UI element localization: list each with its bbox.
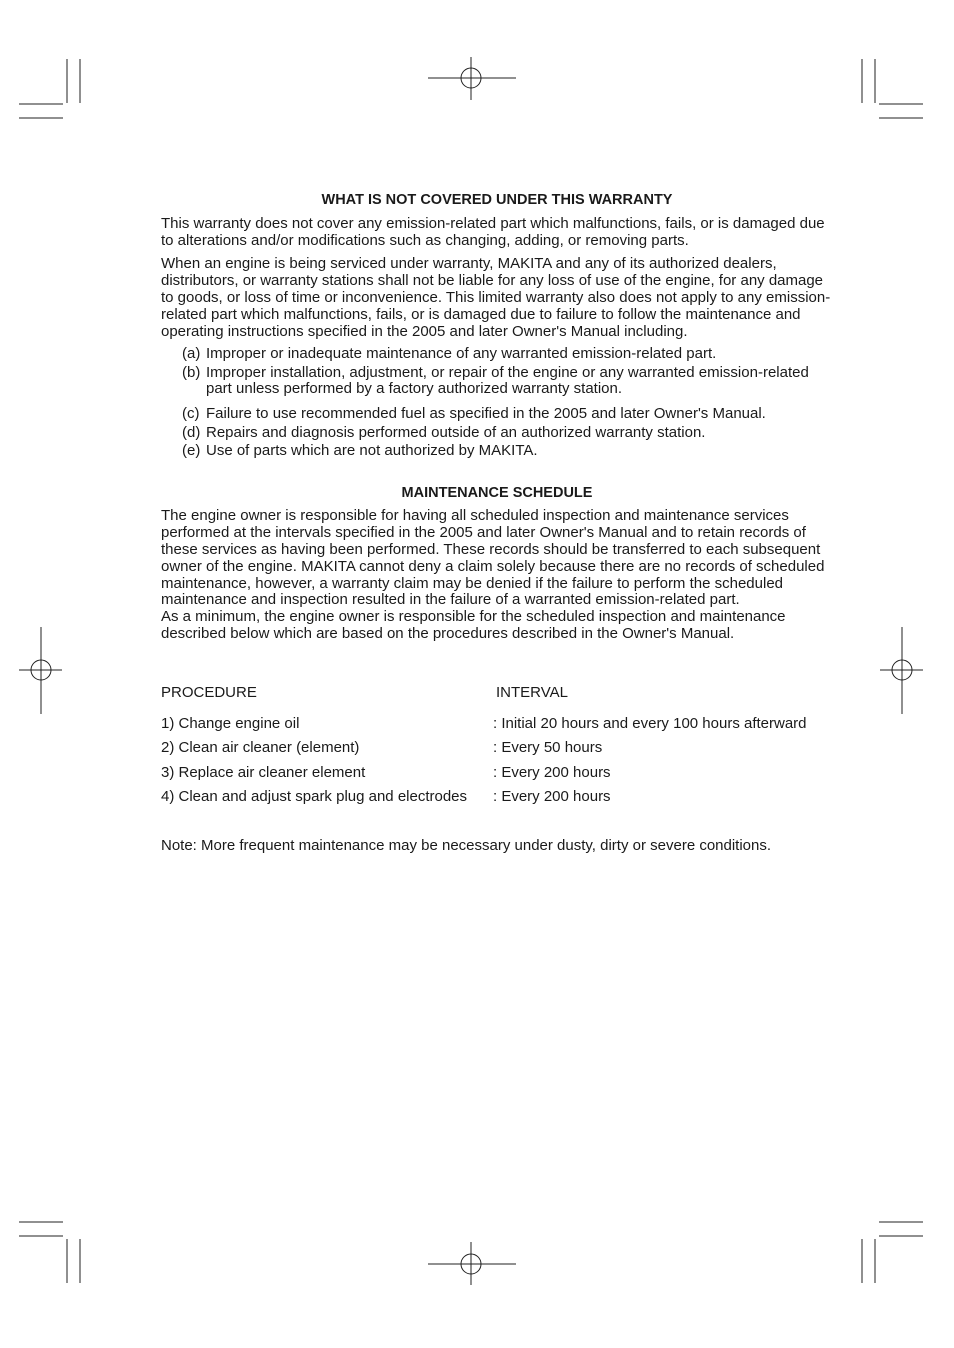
interval-cell: : Every 200 hours	[493, 763, 611, 781]
crop-mark-top-left	[19, 59, 80, 118]
procedure-cell: 3) Replace air cleaner element	[161, 763, 366, 781]
crop-mark-bottom-right	[862, 1222, 923, 1283]
maintenance-paragraph-2: As a minimum, the engine owner is responsible for the scheduled inspection and maintenance described below which are based on the procedures described in the Owner's Manual.	[161, 608, 786, 643]
list-item	[182, 365, 833, 399]
list-item-marker: (b)	[182, 363, 201, 381]
list-item-marker: (e)	[182, 441, 201, 459]
crop-mark-bottom-left	[19, 1222, 80, 1283]
maintenance-schedule-section	[161, 485, 833, 643]
list-item-text: Failure to use recommended fuel as specified in the 2005 and later Owner's Manual.	[206, 405, 766, 423]
list-item	[182, 346, 833, 363]
list-item-text: Improper or inadequate maintenance of any warranted emission-related part.	[206, 345, 717, 363]
interval-cell: : Every 50 hours	[493, 739, 603, 757]
schedule-table	[161, 685, 833, 814]
interval-column-header: INTERVAL	[496, 683, 568, 701]
warranty-exclusions-section	[161, 192, 833, 460]
warranty-exclusions-heading: WHAT IS NOT COVERED UNDER THIS WARRANTY	[321, 192, 673, 208]
interval-cell: : Initial 20 hours and every 100 hours afterward	[493, 714, 807, 732]
crop-mark-top-right	[862, 59, 923, 118]
table-row	[161, 765, 833, 790]
list-item	[182, 406, 833, 423]
maintenance-schedule-heading: MAINTENANCE SCHEDULE	[401, 484, 593, 501]
list-item-text: Improper installation, adjustment, or repair of the engine or any warranted emission-related part unless performed by a factory authorized warranty station.	[206, 363, 809, 398]
registration-mark-top	[428, 57, 516, 100]
table-row	[161, 789, 833, 814]
page-content	[161, 192, 833, 861]
list-item-marker: (c)	[182, 405, 200, 423]
registration-mark-bottom	[428, 1242, 516, 1285]
procedure-cell: 2) Clean air cleaner (element)	[161, 739, 360, 757]
registration-mark-right	[880, 627, 923, 714]
table-row	[161, 716, 833, 741]
warranty-paragraph-1: This warranty does not cover any emission-related part which malfunctions, fails, or is damaged due to alterations and/or modifications such as changing, adding, or removing parts.	[161, 214, 825, 249]
procedure-cell: 4) Clean and adjust spark plug and electrodes	[161, 788, 468, 806]
list-item	[182, 443, 833, 460]
list-item	[182, 425, 833, 442]
procedure-cell: 1) Change engine oil	[161, 714, 300, 732]
procedure-column-header: PROCEDURE	[161, 683, 257, 701]
list-item-marker: (d)	[182, 423, 201, 441]
list-item-text: Use of parts which are not authorized by MAKITA.	[206, 441, 538, 459]
list-item-marker: (a)	[182, 345, 201, 363]
table-row	[161, 740, 833, 765]
maintenance-note: Note: More frequent maintenance may be necessary under dusty, dirty or severe conditions.	[161, 836, 772, 854]
interval-cell: : Every 200 hours	[493, 788, 611, 806]
maintenance-paragraph-1: The engine owner is responsible for having all scheduled inspection and maintenance services performed at the intervals specified in the 2005 and later Owner's Manual and to retain records of these services as having been performed. These records should be transferred to each subsequent owner of the engine. MAKITA cannot deny a claim solely because there are no records of scheduled maintenance, however, a warranty claim may be denied if the failure to perform the scheduled maintenance and inspection resulted in the failure of a warranted emission-related part.	[161, 507, 825, 609]
exclusion-list	[161, 346, 833, 459]
list-item-text: Repairs and diagnosis performed outside of an authorized warranty station.	[206, 423, 706, 441]
registration-mark-left	[19, 627, 62, 714]
schedule-header-row	[161, 685, 833, 702]
warranty-paragraph-2: When an engine is being serviced under warranty, MAKITA and any of its authorized dealers, distributors, or warranty stations shall not be liable for any loss of use of the engine, for any damage to goods, or loss of time or inconvenience. This limited warranty also does not apply to any emission-related part which malfunctions, fails, or is damaged due to failure to follow the maintenance and operating instructions specified in the 2005 and later Owner's Manual including.	[161, 255, 831, 340]
